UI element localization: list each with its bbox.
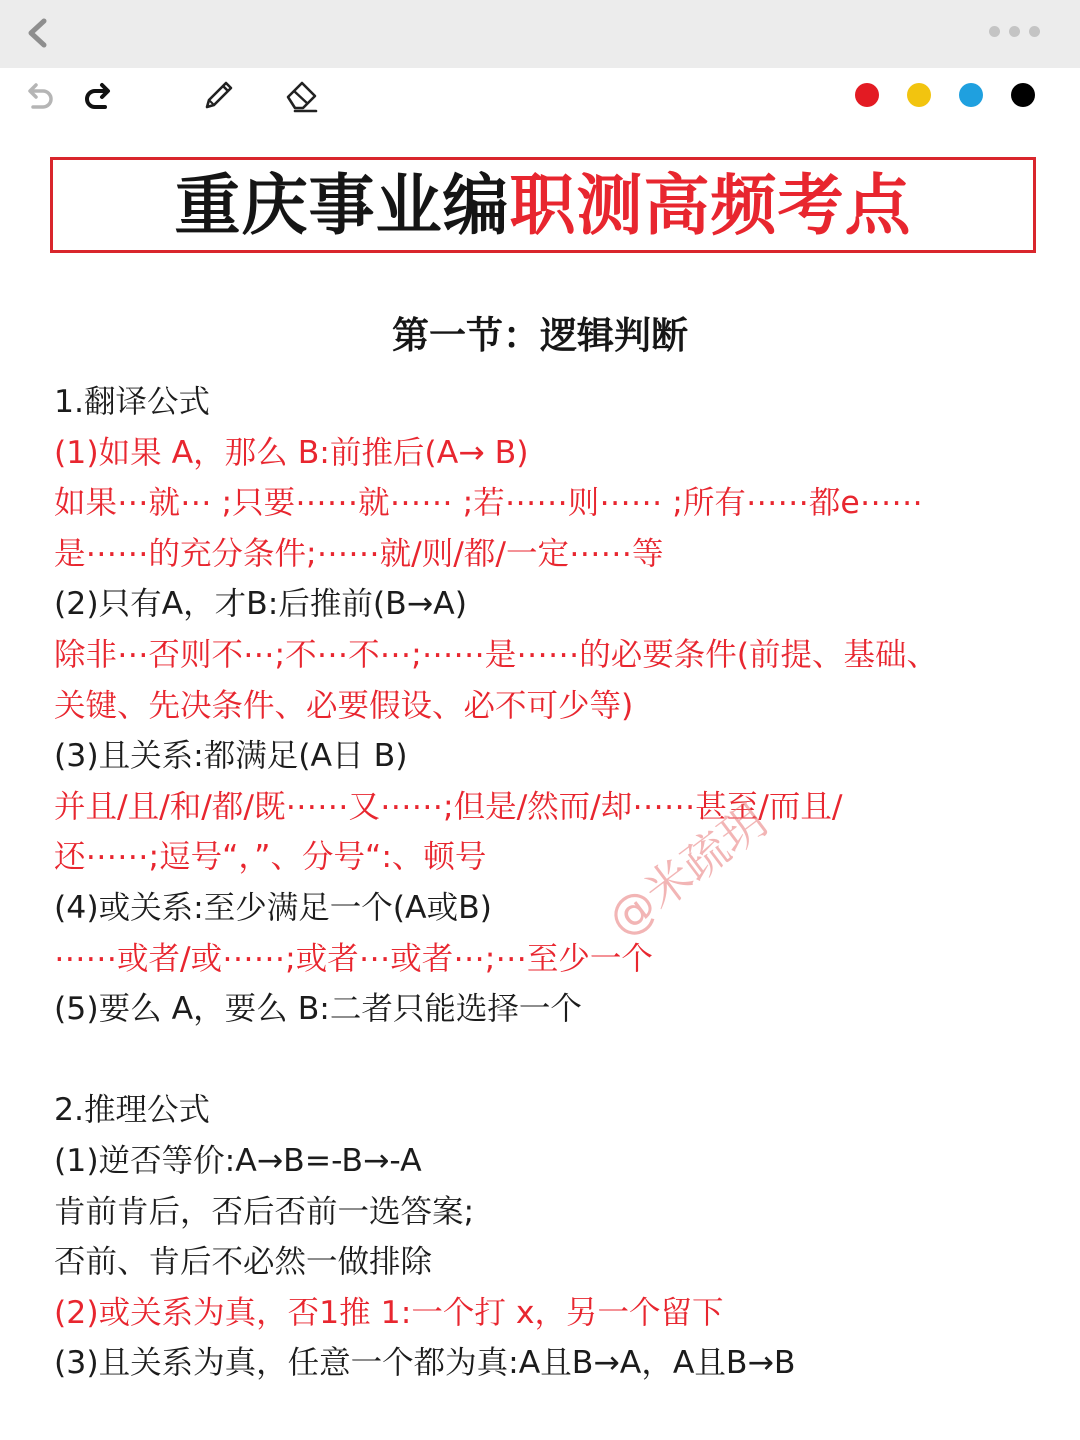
note-line: 否前、肯后不必然一做排除 <box>54 1244 433 1281</box>
watermark: @米疏玥 <box>597 793 778 947</box>
note-line: (1)如果 A，那么 B:前推后(A→ B) <box>54 434 529 471</box>
note-line: 是⋯⋯的充分条件;⋯⋯就/则/都/一定⋯⋯等 <box>54 535 664 572</box>
note-line: 还⋯⋯;逗号“，”、分号“:、顿号 <box>54 839 487 876</box>
top-bar <box>0 0 1080 68</box>
title-red-part: 职测高频考点 <box>509 166 912 244</box>
undo-icon[interactable] <box>18 74 62 118</box>
note-line: 肯前肯后，否后否前一选答案; <box>54 1193 475 1230</box>
title-black-part: 重庆事业编 <box>174 166 510 244</box>
note-line: 并且/且/和/都/既⋯⋯又⋯⋯;但是/然而/却⋯⋯甚至/而且/ <box>54 788 843 825</box>
color-swatch-black[interactable] <box>1011 83 1035 107</box>
note-line: (3)且关系:都满足(A日 B) <box>54 738 408 775</box>
color-swatch-red[interactable] <box>855 83 879 107</box>
redo-icon[interactable] <box>76 74 120 118</box>
section-title: 第一节：逻辑判断 <box>392 314 688 357</box>
eraser-icon[interactable] <box>280 74 324 118</box>
back-chevron-icon[interactable] <box>20 16 54 50</box>
note-line: (5)要么 A，要么 B:二者只能选择一个 <box>54 991 582 1028</box>
color-swatch-yellow[interactable] <box>907 83 931 107</box>
note-line: (2)只有A，才B:后推前(B→A) <box>54 586 468 623</box>
pencil-icon[interactable] <box>196 74 240 118</box>
note-line: 如果⋯就⋯ ;只要⋯⋯就⋯⋯ ;若⋯⋯则⋯⋯ ;所有⋯⋯都e⋯⋯ <box>54 485 923 522</box>
more-options-icon[interactable] <box>989 26 1040 37</box>
title-box <box>50 157 1036 253</box>
note-line: (3)且关系为真，任意一个都为真:A且B→A，A且B→B <box>54 1345 796 1382</box>
note-content <box>54 377 1064 1389</box>
page-title <box>174 166 912 244</box>
note-line: (4)或关系:至少满足一个(A或B) <box>54 889 492 926</box>
note-line: 关键、先决条件、必要假设、必不可少等) <box>54 687 634 724</box>
heading-reasoning-formula: 2.推理公式 <box>54 1092 211 1129</box>
color-swatch-blue[interactable] <box>959 83 983 107</box>
note-line: ⋯⋯或者/或⋯⋯;或者⋯或者⋯;⋯至少一个 <box>54 940 653 977</box>
note-line: (1)逆否等价:A→B=-B→-A <box>54 1142 422 1179</box>
spacer <box>54 1035 1064 1086</box>
note-line: 除非⋯否则不⋯;不⋯不⋯;⋯⋯是⋯⋯的必要条件(前提、基础、 <box>54 636 939 673</box>
note-line: (2)或关系为真，否1推 1:一个打 x，另一个留下 <box>54 1294 724 1331</box>
heading-translation-formula: 1.翻译公式 <box>54 384 211 420</box>
